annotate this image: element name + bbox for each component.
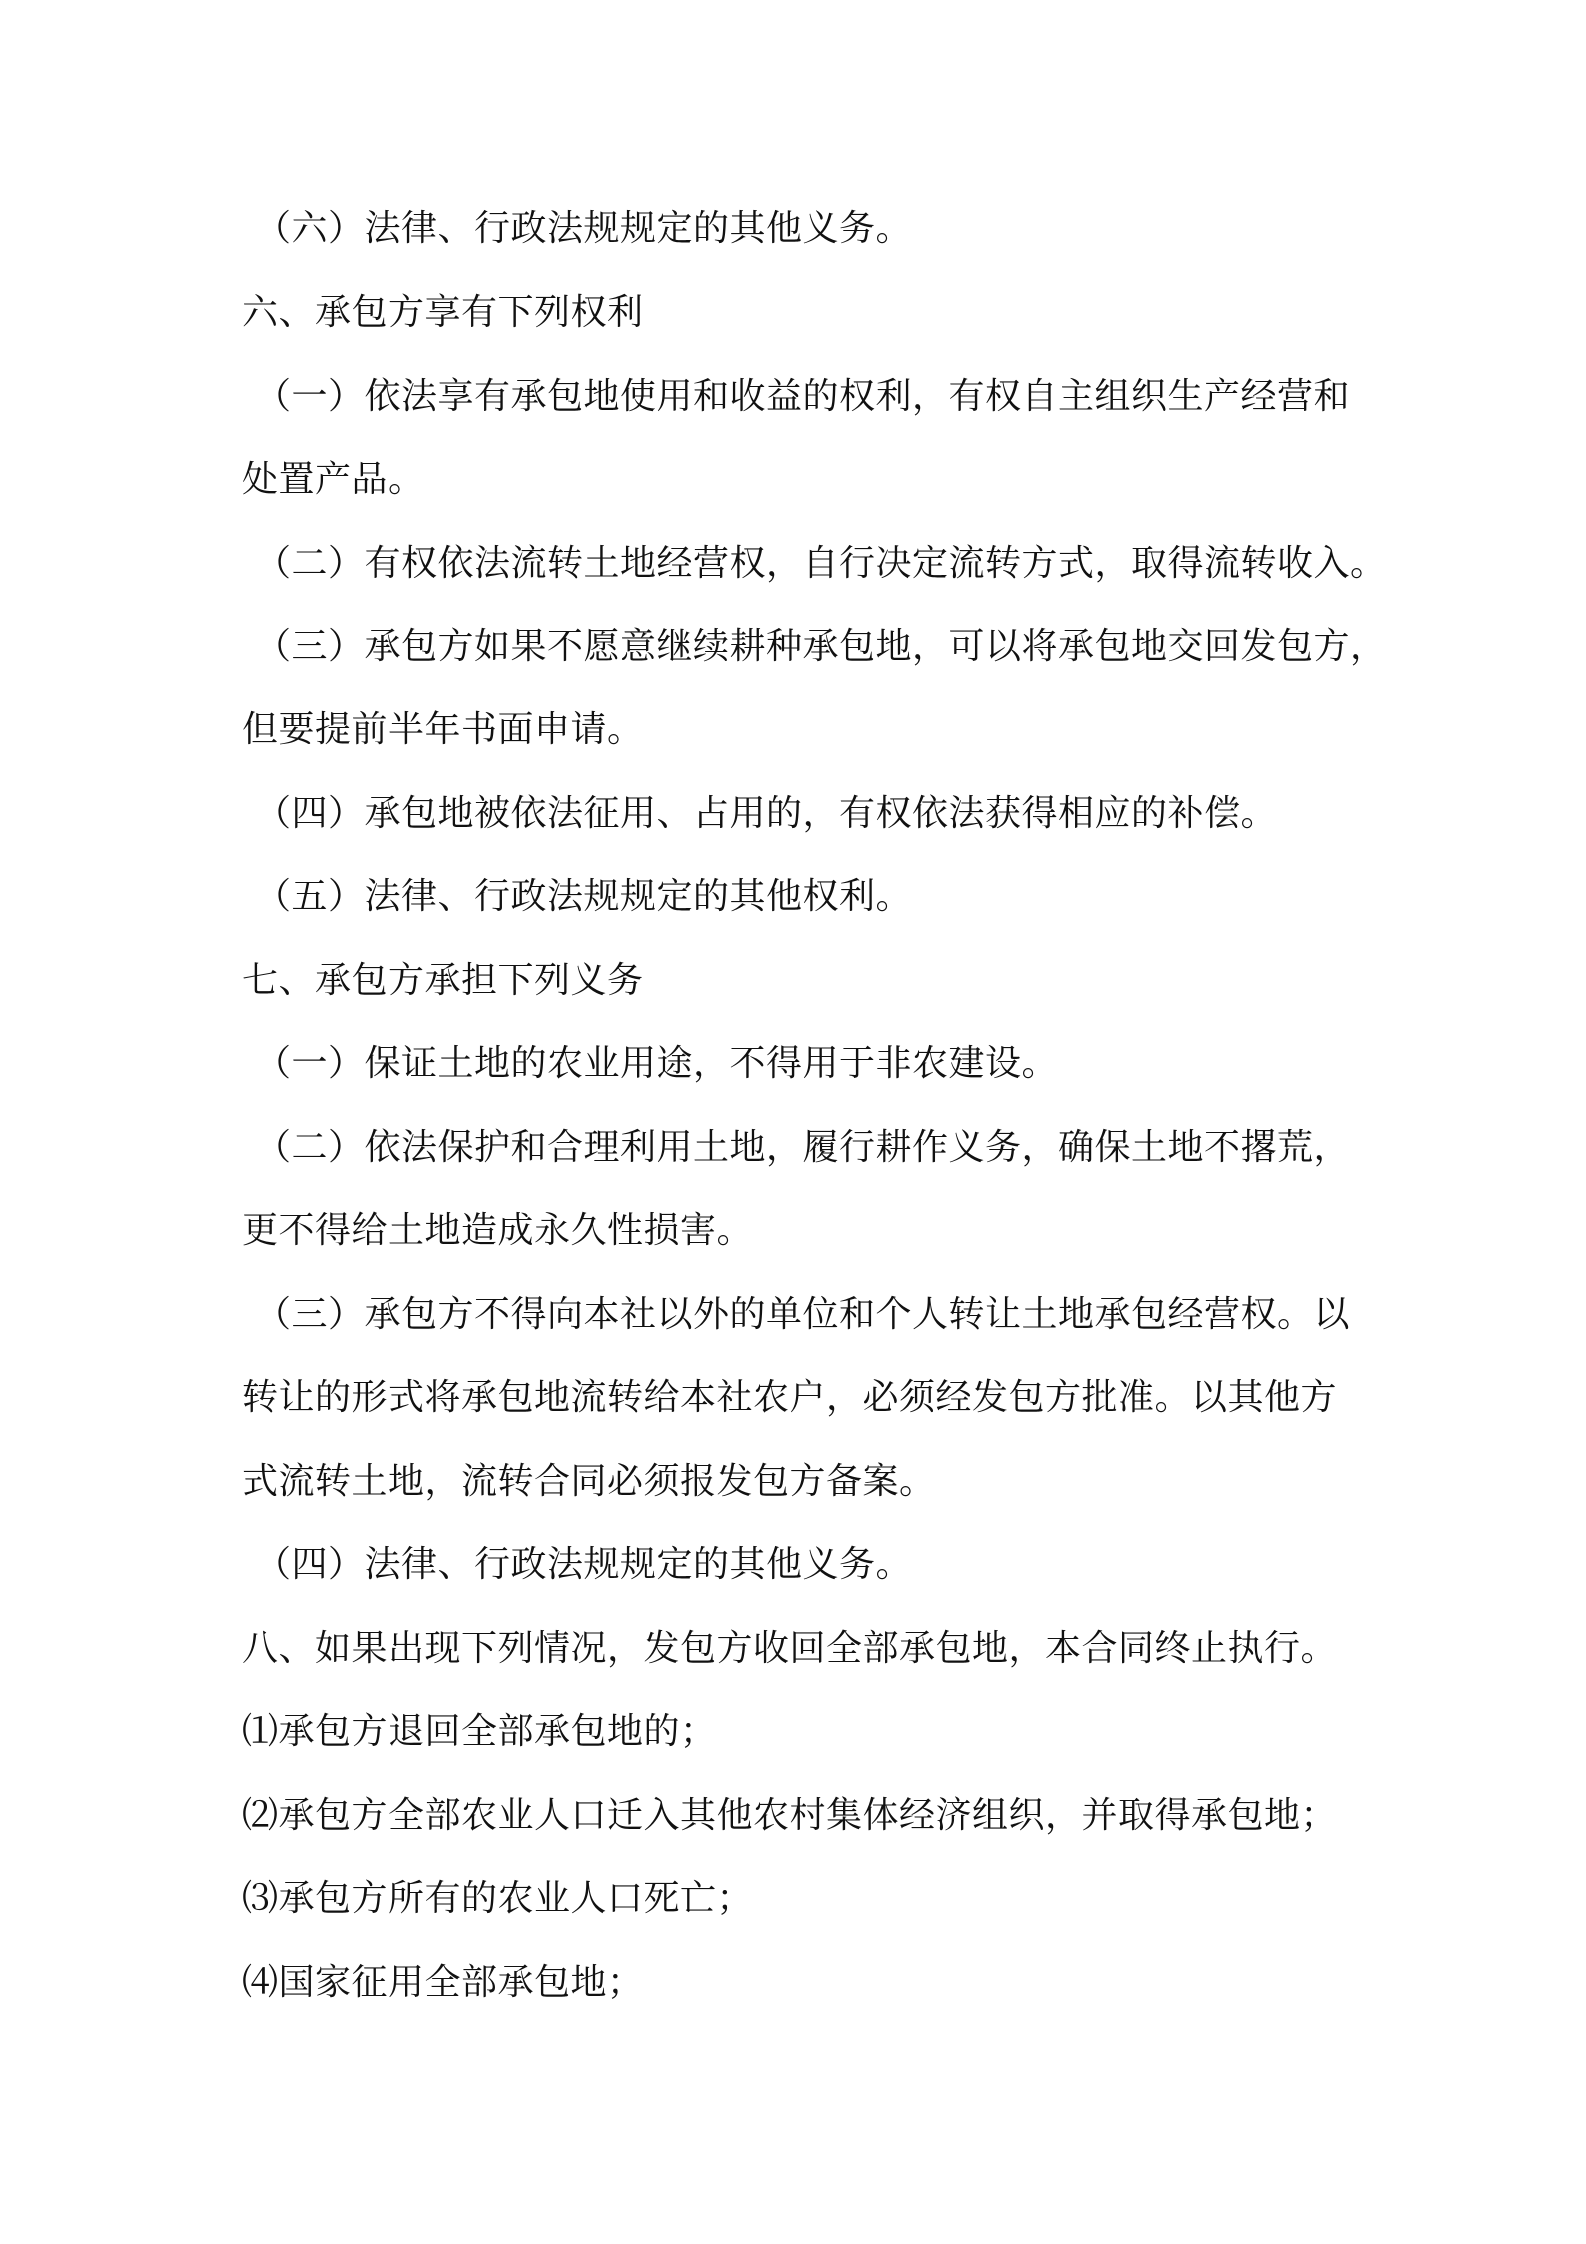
paragraph-line: （五）法律、行政法规规定的其他权利。	[255, 876, 913, 917]
list-item: ⑴承包方退回全部承包地的；	[242, 1711, 717, 1752]
paragraph-line: （二）依法保护和合理利用土地，履行耕作义务，确保土地不撂荒，	[255, 1127, 1351, 1168]
paragraph-line: 处置产品。	[242, 459, 425, 500]
paragraph-line: （二）有权依法流转土地经营权，自行决定流转方式，取得流转收入。	[255, 543, 1387, 584]
list-item: ⑵承包方全部农业人口迁入其他农村集体经济组织，并取得承包地；	[242, 1795, 1338, 1836]
paragraph-line: 转让的形式将承包地流转给本社农户，必须经发包方批准。以其他方	[242, 1377, 1338, 1418]
paragraph-line: 但要提前半年书面申请。	[242, 709, 644, 750]
section-heading: 六、承包方享有下列权利	[242, 292, 644, 333]
section-heading: 七、承包方承担下列义务	[242, 960, 644, 1001]
paragraph-line: （一）保证土地的农业用途，不得用于非农建设。	[255, 1043, 1059, 1084]
section-heading: 八、如果出现下列情况，发包方收回全部承包地，本合同终止执行。	[242, 1628, 1338, 1669]
paragraph-line: （四）法律、行政法规规定的其他义务。	[255, 1544, 913, 1585]
paragraph-line: 式流转土地，流转合同必须报发包方备案。	[242, 1461, 936, 1502]
paragraph-line: （四）承包地被依法征用、占用的，有权依法获得相应的补偿。	[255, 793, 1278, 834]
paragraph-line: （一）依法享有承包地使用和收益的权利，有权自主组织生产经营和	[255, 376, 1351, 417]
paragraph-line: （六）法律、行政法规规定的其他义务。	[255, 208, 913, 249]
list-item: ⑷国家征用全部承包地；	[242, 1962, 644, 2003]
list-item: ⑶承包方所有的农业人口死亡；	[242, 1878, 754, 1919]
paragraph-line: （三）承包方如果不愿意继续耕种承包地，可以将承包地交回发包方，	[255, 626, 1387, 667]
paragraph-line: （三）承包方不得向本社以外的单位和个人转让土地承包经营权。以	[255, 1294, 1351, 1335]
paragraph-line: 更不得给土地造成永久性损害。	[242, 1210, 754, 1251]
